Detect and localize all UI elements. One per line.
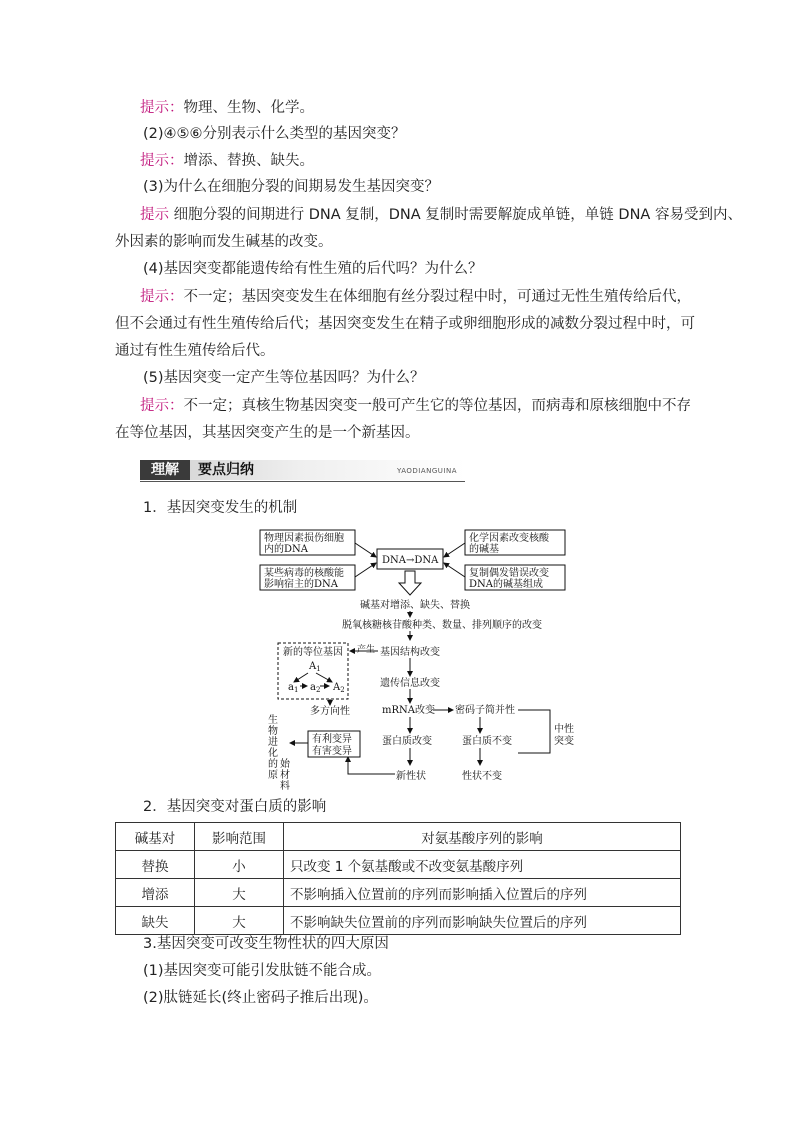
neutral-line2: 突变 <box>554 736 574 747</box>
svg-text:物: 物 <box>268 726 278 737</box>
answer-line-4-cont1: 但不会通过有性生殖传给后代；基因突变发生在精子或卵细胞形成的减数分裂过程中时，可 <box>115 316 695 332</box>
question-3: (3)为什么在细胞分裂的间期易发生基因突变？ <box>143 179 440 195</box>
svg-text:料: 料 <box>280 781 290 790</box>
section-1-heading: 1．基因突变发生的机制 <box>143 500 298 516</box>
new-trait: 新性状 <box>396 771 426 782</box>
col-header: 对氨基酸序列的影响 <box>284 823 681 851</box>
box-virus-line2: 影响宿主的DNA <box>264 579 338 590</box>
box-chemical-line2: 的碱基 <box>469 544 499 555</box>
answer-line-1 <box>140 98 314 118</box>
answer-line-5 <box>140 396 691 416</box>
hint-label: 提示： <box>140 153 184 169</box>
answer-line-3-cont: 外因素的影响而发生碱基的改变。 <box>115 234 333 250</box>
table-row: 增添 大 不影响插入位置前的序列而影响插入位置后的序列 <box>116 879 681 907</box>
svg-text:原: 原 <box>268 770 278 781</box>
hint-label: 提示： <box>140 398 184 414</box>
svg-text:的: 的 <box>268 759 278 770</box>
svg-text:A1: $A_1$ <box>309 661 321 673</box>
banner-tag: 理解 <box>140 460 190 480</box>
svg-text:进: 进 <box>268 737 278 748</box>
center-dna: DNA→DNA <box>382 555 439 566</box>
svg-text:材: 材 <box>280 770 290 781</box>
step-base-change: 碱基对增添、缺失、替换 <box>360 600 470 611</box>
col-header: 影响范围 <box>195 823 284 851</box>
info-change: 遗传信息改变 <box>380 678 440 689</box>
mrna-change: mRNA改变 <box>382 705 435 716</box>
mutation-impact-table <box>115 822 681 935</box>
protein-unchanged: 蛋白质不变 <box>462 736 512 747</box>
trait-unchanged: 性状不变 <box>462 771 502 782</box>
box-virus-line1: 某些病毒的核酸能 <box>264 568 344 579</box>
answer-text: 增添、替换、缺失。 <box>183 153 314 169</box>
section-3-heading: 3.基因突变可改变生物性状的四大原因 <box>143 936 389 952</box>
produce-label: 产生 <box>357 645 376 655</box>
table-row: 替换 小 只改变 1 个氨基酸或不改变氨基酸序列 <box>116 851 681 879</box>
table-header-row <box>116 823 681 851</box>
answer-line-4-cont2: 通过有性生殖传给后代。 <box>115 343 275 359</box>
answer-line-5-cont: 在等位基因，其基因突变产生的是一个新基因。 <box>115 425 420 441</box>
section-banner <box>140 458 465 482</box>
answer-line-3 <box>140 205 742 225</box>
hint-label: 提示： <box>140 289 184 305</box>
reason-item-1: (1)基因突变可能引发肽链不能合成。 <box>143 963 382 979</box>
reason-item-2: (2)肽链延长(终止密码子推后出现)。 <box>143 990 378 1006</box>
question-4: (4)基因突变都能遗传给有性生殖的后代吗？为什么？ <box>143 261 483 277</box>
answer-text: 不一定；真核生物基因突变一般可产生它的等位基因，而病毒和原核细胞中不存 <box>183 398 691 414</box>
answer-line-4 <box>140 287 691 307</box>
svg-text:始: 始 <box>280 759 290 770</box>
section-2-heading: 2．基因突变对蛋白质的影响 <box>143 799 327 815</box>
answer-text: 细胞分裂的间期进行 DNA 复制，DNA 复制时需要解旋成单链，单链 DNA 容易受到内、 <box>173 207 742 223</box>
new-allele-label: 新的等位基因 <box>283 647 343 658</box>
mutation-mechanism-diagram <box>250 525 580 790</box>
question-5: (5)基因突变一定产生等位基因吗？为什么？ <box>143 370 425 386</box>
beneficial-variation: 有利变异 <box>312 734 352 745</box>
svg-text:a1: $a_1$ <box>288 682 299 694</box>
question-2: (2)④⑤⑥分别表示什么类型的基因突变？ <box>143 126 406 142</box>
table-row: 缺失 大 不影响缺失位置前的序列而影响缺失位置后的序列 <box>116 907 681 935</box>
evolution-material-label <box>268 713 291 790</box>
codon-degeneracy: 密码子简并性 <box>455 705 515 716</box>
protein-change: 蛋白质改变 <box>382 736 432 747</box>
structure-change: 基因结构改变 <box>380 647 440 658</box>
hint-label: 提示： <box>140 100 184 116</box>
banner-title: 要点归纳 <box>198 462 254 478</box>
col-header: 碱基对 <box>116 823 195 851</box>
harmful-variation: 有害变异 <box>312 746 352 757</box>
svg-text:化: 化 <box>268 748 278 759</box>
svg-text:a2: $a_2$ <box>310 682 321 694</box>
multi-direction: 多方向性 <box>310 706 350 717</box>
svg-text:生: 生 <box>268 715 278 726</box>
box-chemical-line1: 化学因素改变核酸 <box>469 533 549 544</box>
answer-text: 物理、生物、化学。 <box>183 100 314 116</box>
box-replication-line2: DNA的碱基组成 <box>469 579 543 590</box>
box-physical-line2: 内的DNA <box>264 544 308 555</box>
banner-subtitle: YAODIANGUINA <box>396 467 457 475</box>
svg-text:A2: $A_2$ <box>333 682 345 694</box>
box-replication-line1: 复制偶发错误改变 <box>469 568 549 579</box>
step-nucleotide-change: 脱氧核糖核苷酸种类、数量、排列顺序的改变 <box>342 620 542 631</box>
box-physical-line1: 物理因素损伤细胞 <box>264 533 344 544</box>
answer-line-2 <box>140 151 314 171</box>
neutral-line1: 中性 <box>554 724 574 735</box>
hint-label: 提示 <box>140 207 169 223</box>
answer-text: 不一定；基因突变发生在体细胞有丝分裂过程中时，可通过无性生殖传给后代， <box>183 289 691 305</box>
